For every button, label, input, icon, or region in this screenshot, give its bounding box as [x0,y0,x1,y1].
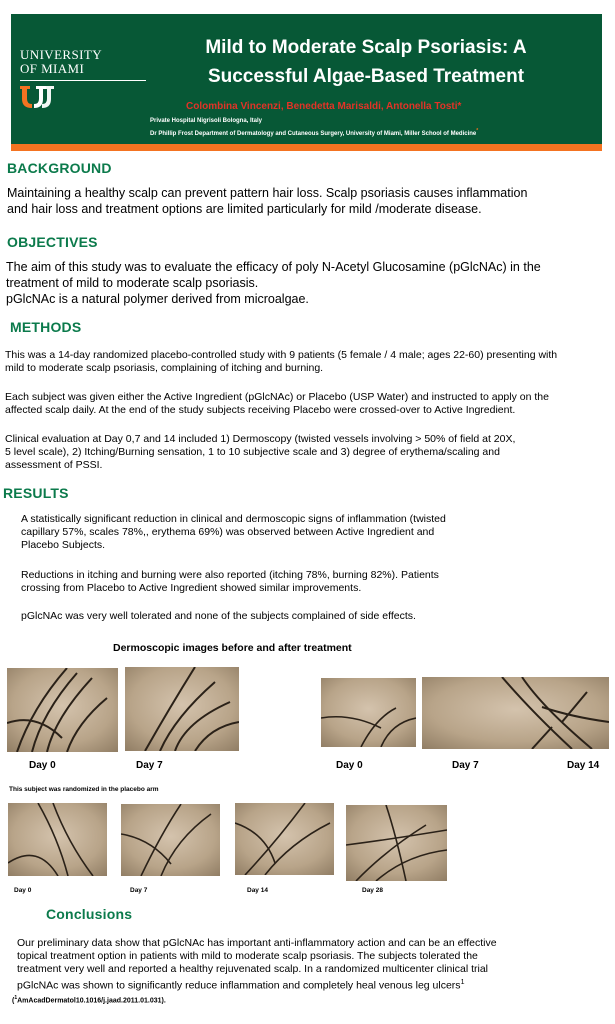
row1-label-2: Day 7 [136,760,163,771]
row2-label-2: Day 7 [130,887,148,894]
row1-label-1: Day 0 [29,760,56,771]
row2-label-3: Day 14 [247,887,268,894]
conclusions-line4-wrap [17,976,497,993]
objectives-heading: OBJECTIVES [7,234,98,250]
conclusions-heading: Conclusions [46,906,133,922]
university-line2: OF MIAMI [20,61,85,76]
conclusions-text [17,937,497,993]
affiliation-2-text: Dr Phillip Frost Department of Dermatology and Cutaneous Surgery, University of Miami, Miller School of Medicine [150,131,477,137]
results-p1-line3: Placebo Subjects. [21,539,106,551]
conclusions-line4: pGlcNAc was shown to significantly reduce inflammation and completely heal venous leg ulcers [17,979,461,992]
university-line1: UNIVERSITY [20,47,102,62]
background-line2: and hair loss and treatment options are limited particularly for mild /moderate disease. [7,202,482,216]
header-orange-rule [11,144,602,151]
images-caption: Dermoscopic images before and after treatment [113,642,352,654]
results-p2-line2: crossing from Placebo to Active Ingredient showed similar improvements. [21,582,362,594]
methods-heading: METHODS [10,319,82,335]
methods-paragraph-3 [5,433,515,472]
background-text [7,185,527,217]
dermoscopy-image [235,803,334,875]
methods-p1-line2: mild to moderate scalp psoriasis, complaining of itching and burning. [5,362,324,374]
reference-text: AmAcadDermatol10.1016/j.jaad.2011.01.031). [17,997,166,1005]
conclusions-line3: treatment very well and reported a healthy rejuvenated scalp. In a randomized multicenter clinical trial [17,963,488,975]
logo-divider [20,80,146,81]
conclusions-line4-sup: 1 [460,979,465,986]
title-line2: Successful Algae-Based Treatment [207,66,525,87]
reference-sup: 1 [14,995,18,1001]
authors: Colombina Vincenzi, Benedetta Marisaldi, Antonella Tosti* [186,101,462,112]
methods-p3-line3: assessment of PSSI. [5,459,103,471]
results-paragraph-2 [21,569,439,595]
methods-p3-line1: Clinical evaluation at Day 0,7 and 14 included 1) Dermoscopy (twisted vessels involving > 50% of field at 20X, [5,433,516,445]
background-line1: Maintaining a healthy scalp can prevent pattern hair loss. Scalp psoriasis causes inflammation [7,186,528,200]
row1-label-4: Day 7 [452,760,479,771]
methods-p2-line2: affected scalp daily. At the end of the study subjects receiving Placebo were crossed-over to Active Ingredient. [5,404,516,416]
row1-label-5: Day 14 [567,760,600,771]
background-heading: BACKGROUND [7,160,112,176]
results-p1-line1: A statistically significant reduction in clinical and dermoscopic signs of inflammation (twisted [21,513,446,525]
dermoscopy-image [422,677,609,749]
conclusions-line1: Our preliminary data show that pGlcNAc has important anti-inflammatory action and can be an effective [17,937,497,949]
dermoscopy-image [121,804,220,876]
methods-p1-line1: This was a 14-day randomized placebo-controlled study with 9 patients (5 female / 4 male; ages 22-60) presenting with [5,349,558,361]
objectives-text [6,259,541,307]
row2-label-1: Day 0 [14,887,32,894]
reference: ($^1$AmAcadDermatol10.1016/j.jaad.2011.01.031). [12,995,166,1005]
methods-paragraph-1 [5,349,557,375]
objectives-line1: The aim of this study was to evaluate the efficacy of poly N-Acetyl Glucosamine (pGlcNAc) in the [6,260,541,274]
methods-p3-line2: 5 level scale), 2) Itching/Burning sensation, 1 to 10 subjective scale and 3) degree of erythema/scaling and [5,446,500,458]
objectives-line3: pGlcNAc is a natural polymer derived from microalgae. [6,292,309,306]
dermoscopy-image [321,678,416,747]
affiliation-2-mark: * [476,128,479,134]
title-line1: Mild to Moderate Scalp Psoriasis: A [205,37,527,58]
dermoscopy-image [8,803,107,876]
affiliation-2 [150,128,478,137]
placebo-note: This subject was randomized in the placebo arm [9,786,159,793]
conclusions-line2: topical treatment option in patients with mild to moderate scalp psoriasis. The subjects tolerated the [17,950,478,962]
dermoscopy-image [125,667,239,751]
results-p1-line2: capillary 57%, scales 78%,, erythema 69%) was observed between Active Ingredient and [21,526,435,538]
results-paragraph-1 [21,513,446,552]
methods-p2-line1: Each subject was given either the Active Ingredient (pGlcNAc) or Placebo (USP Water) and instructed to apply on the [5,391,549,403]
poster-title [146,33,586,91]
results-p2-line1: Reductions in itching and burning were also reported (itching 78%, burning 82%). Patients [21,569,439,581]
affiliation-1: Private Hospital Nigrisoli Bologna, Italy [150,118,263,124]
row2-label-4: Day 28 [362,887,383,894]
dermoscopy-image [346,805,447,881]
results-paragraph-3: pGlcNAc was very well tolerated and none of the subjects complained of side effects. [21,610,416,622]
objectives-line2: treatment of mild to moderate scalp psoriasis. [6,276,259,290]
dermoscopy-image [7,668,118,752]
u-logo-icon [20,86,60,108]
results-heading: RESULTS [3,485,69,501]
row1-label-3: Day 0 [336,760,363,771]
university-logo-text [20,48,102,76]
methods-paragraph-2 [5,391,549,417]
